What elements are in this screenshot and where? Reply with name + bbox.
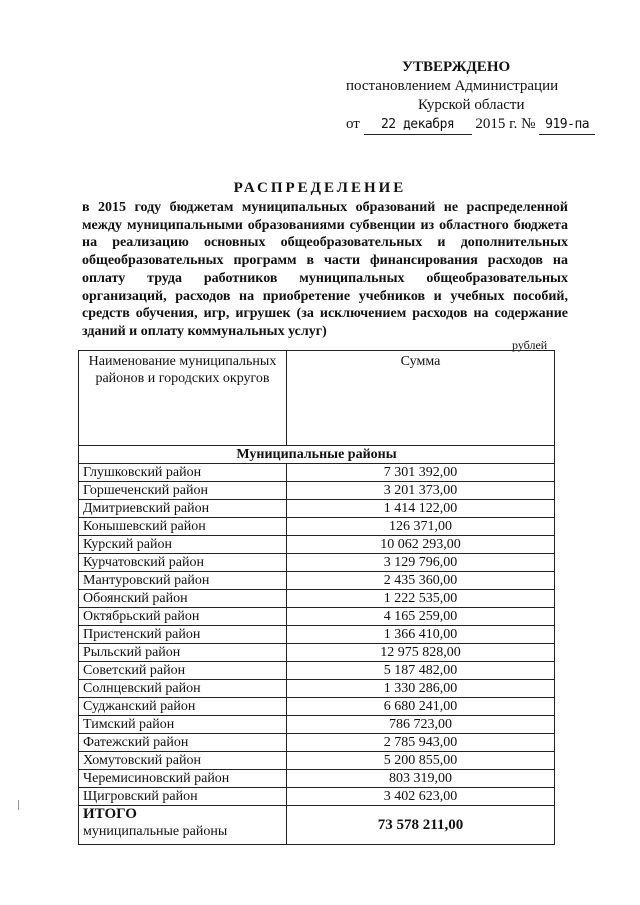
- district-name: Октябрьский район: [79, 608, 287, 626]
- district-name: Глушковский район: [79, 464, 287, 482]
- table-row: [79, 590, 555, 608]
- district-sum: 803 319,00: [287, 770, 555, 788]
- district-sum: 1 330 286,00: [287, 680, 555, 698]
- district-name: Советский район: [79, 662, 287, 680]
- district-sum: 5 187 482,00: [287, 662, 555, 680]
- table-row: [79, 770, 555, 788]
- approval-title: УТВЕРЖДЕНО: [402, 59, 511, 75]
- district-name: Суджанский район: [79, 698, 287, 716]
- district-name: Обоянский район: [79, 590, 287, 608]
- approval-number: 919-па: [539, 115, 595, 135]
- approval-year-number-label: 2015 г. №: [475, 116, 536, 132]
- district-sum: 2 435 360,00: [287, 572, 555, 590]
- district-name: Хомутовский район: [79, 752, 287, 770]
- table-row: [79, 536, 555, 554]
- unit-label: рублей: [512, 338, 548, 352]
- district-sum: 2 785 943,00: [287, 734, 555, 752]
- total-row: [79, 806, 555, 845]
- scan-mark: [18, 800, 19, 810]
- district-name: Курский район: [79, 536, 287, 554]
- district-sum: 3 402 623,00: [287, 788, 555, 806]
- document-intro: в 2015 году бюджетам муниципальных образований не распределенной между муниципальными образованиями субвенции из областного бюджета на реализацию основных общеобразовательных и дополнительных общеобразовательных программ в части финансирования расходов на оплату труда работников муниципальных общеобразовательных организаций, расходов на приобретение учебников и учебных пособий, средств обучения, игр, игрушек (за исключением расходов на содержание зданий и оплату коммунальных услуг): [82, 200, 568, 339]
- column-header-sum: Сумма: [287, 351, 555, 446]
- table-row: [79, 644, 555, 662]
- district-sum: 6 680 241,00: [287, 698, 555, 716]
- table-row: [79, 482, 555, 500]
- table-row: [79, 500, 555, 518]
- total-label: ИТОГО: [83, 806, 137, 822]
- table-header-row: [79, 351, 555, 446]
- total-label-cell: [79, 806, 287, 845]
- district-name: Мантуровский район: [79, 572, 287, 590]
- approval-from-label: от: [346, 116, 360, 132]
- district-sum: 126 371,00: [287, 518, 555, 536]
- table-row: [79, 662, 555, 680]
- total-sum: 73 578 211,00: [287, 806, 555, 845]
- column-header-name: Наименование муниципальных районов и городских округов: [79, 351, 287, 446]
- district-name: Пристенский район: [79, 626, 287, 644]
- table-row: [79, 608, 555, 626]
- district-sum: 7 301 392,00: [287, 464, 555, 482]
- table-row: [79, 716, 555, 734]
- table-row: [79, 554, 555, 572]
- approval-date: 22 декабря: [364, 115, 472, 135]
- district-sum: 12 975 828,00: [287, 644, 555, 662]
- table-row: [79, 518, 555, 536]
- distribution-table: [78, 350, 555, 845]
- district-sum: 10 062 293,00: [287, 536, 555, 554]
- district-name: Курчатовский район: [79, 554, 287, 572]
- district-sum: 1 414 122,00: [287, 500, 555, 518]
- district-name: Дмитриевский район: [79, 500, 287, 518]
- total-sublabel: муниципальные районы: [83, 824, 228, 839]
- district-sum: 3 129 796,00: [287, 554, 555, 572]
- document-heading: РАСПРЕДЕЛЕНИЕ: [233, 180, 407, 196]
- district-sum: 4 165 259,00: [287, 608, 555, 626]
- table-row: [79, 464, 555, 482]
- table-row: [79, 788, 555, 806]
- district-name: Рыльский район: [79, 644, 287, 662]
- section-title: Муниципальные районы: [79, 446, 555, 464]
- district-name: Тимский район: [79, 716, 287, 734]
- table-row: [79, 572, 555, 590]
- district-sum: 5 200 855,00: [287, 752, 555, 770]
- approval-date-line: [346, 115, 595, 135]
- table-row: [79, 752, 555, 770]
- table-row: [79, 680, 555, 698]
- district-sum: 1 366 410,00: [287, 626, 555, 644]
- section-row: [79, 446, 555, 464]
- district-name: Горшеченский район: [79, 482, 287, 500]
- district-sum: 3 201 373,00: [287, 482, 555, 500]
- district-name: Фатежский район: [79, 734, 287, 752]
- approval-line-2: Курской области: [418, 97, 525, 113]
- table-row: [79, 734, 555, 752]
- district-name: Щигровский район: [79, 788, 287, 806]
- district-sum: 1 222 535,00: [287, 590, 555, 608]
- district-name: Солнцевский район: [79, 680, 287, 698]
- district-name: Черемисиновский район: [79, 770, 287, 788]
- district-sum: 786 723,00: [287, 716, 555, 734]
- table-row: [79, 698, 555, 716]
- table-row: [79, 626, 555, 644]
- approval-line-1: постановлением Администрации: [346, 78, 559, 94]
- district-name: Конышевский район: [79, 518, 287, 536]
